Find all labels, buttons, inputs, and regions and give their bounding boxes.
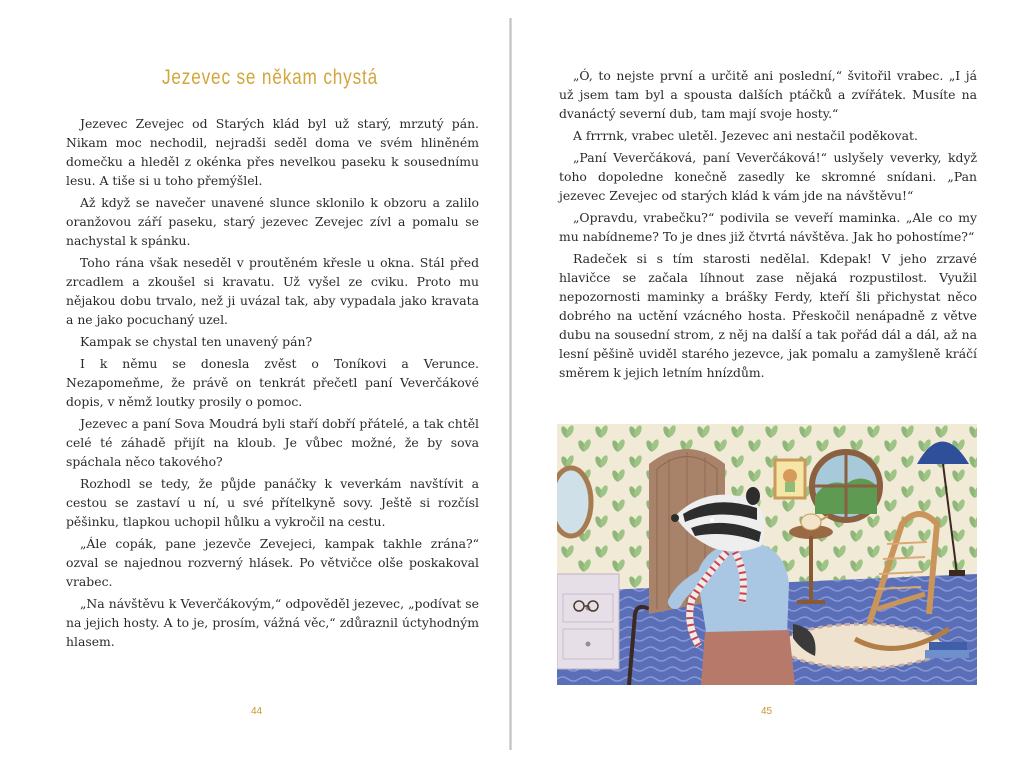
paragraph: Toho rána však neseděl v proutěném křesle u okna. Stál před zrcadlem a zkoušel si kravatu. Už vyšel ze cviku. Proto mu nějakou dobu trvalo, než ji uvázal tak, aby vypadala jako kravata a ne jako pocuchaný uzel. [66,255,479,327]
paragraph: „Ó, to nejste první a určitě ani poslední,“ švitořil vrabec. „I já už jsem tam byl a spousta dalších ptáčků a zvířátek. Musíte na dvanáctý severní dub, tam mají svoje hosty.“ [559,68,977,121]
paragraph: Jezevec a paní Sova Moudrá byli staří dobří přátelé, a tak chtěl celé té záhadě přijít na kloub. Je vůbec možné, že by sova spáchala něco takového? [66,416,479,469]
paragraph: Jezevec Zevejec od Starých klád byl už starý, mrzutý pán. Nikam moc nechodil, nejradši seděl doma ve svém hliněném domečku a hleděl z okénka přes nevelkou paseku k sousednímu lesu. A tiše si u toho přemýšlel. [66,116,479,188]
paragraph: Až když se navečer unavené slunce sklonilo k obzoru a zalilo oranžovou září paseku, starý jezevec Zevejec zívl a pomalu se nachystal k spánku. [66,195,479,248]
paragraph: Rozhodl se tedy, že půjde panáčky k veverkám navštívit a cestou se zastaví u ní, u své přítelkyně sovy. Ještě si rozčísl pěšinku, tlapkou uchopil hůlku a vykročil na cestu. [66,476,479,529]
teapot [801,514,821,530]
book-gutter [509,18,512,750]
paragraph: „Ále copák, pane jezevče Zevejeci, kampak takhle zrána?“ ozval se najednou rozverný hlásek. Po větvičce olše poskakoval vrabec. [66,536,479,589]
paragraph: A frrrnk, vrabec uletěl. Jezevec ani nestačil poděkovat. [573,128,918,143]
badger-trousers [701,630,795,685]
mirror [557,468,591,536]
paragraph: I k němu se donesla zvěst o Toníkovi a Verunce. Nezapomeňme, že právě on tenkrát přečetl paní Veverčákové dopis, v němž loutky prosily o pomoc. [66,356,479,409]
chapter-title: Jezevec se někam chystá [161,66,379,89]
left-page-text [66,114,479,654]
paragraph: „Paní Veverčáková, paní Veverčáková!“ uslyšely veverky, když toho dopoledne konečně zasedly ke skromné snídani. „Pan jezevec Zevejec od starých klád k vám jde na návštěvu!“ [559,150,977,203]
books [929,642,967,650]
badger-illustration [557,424,977,685]
illustration-svg [557,424,977,685]
paragraph: „Opravdu, vrabečku?“ podivila se veveří maminka. „Ale co my mu nabídneme? To je dnes již čtvrtá návštěva. Jak ho pohostíme?“ [559,210,977,244]
paragraph: „Na návštěvu k Veverčákovým,“ odpověděl jezevec, „podívat se na jejich hosty. A to je, prosím, vážná věc,“ zdůraznil úctyhodným hlasem. [66,596,479,649]
paragraph: Radeček si s tím starosti nedělal. Kdepak! V jeho zrzavé hlavičce se začala líhnout zase nějaká rozpustilost. Využil nepozornosti maminky a brášky Ferdy, kteří šli přichystat něco dobrého na uctění vzácného hosta. Přeskočil nenápadně z větve dubu na sousední strom, z něj na další a tak pořád dál a dál, až na lesní pěšině uviděl starého jezevce, jak pomalu a zamyšleně kráčí směrem k jejich letním hnízdům. [559,251,977,380]
page-number-right: 45 [761,706,773,717]
left-page [0,0,510,768]
right-page [514,0,1024,768]
paragraph: Kampak se chystal ten unavený pán? [80,334,313,349]
right-page-text [559,66,977,385]
page-number-left: 44 [251,706,263,717]
